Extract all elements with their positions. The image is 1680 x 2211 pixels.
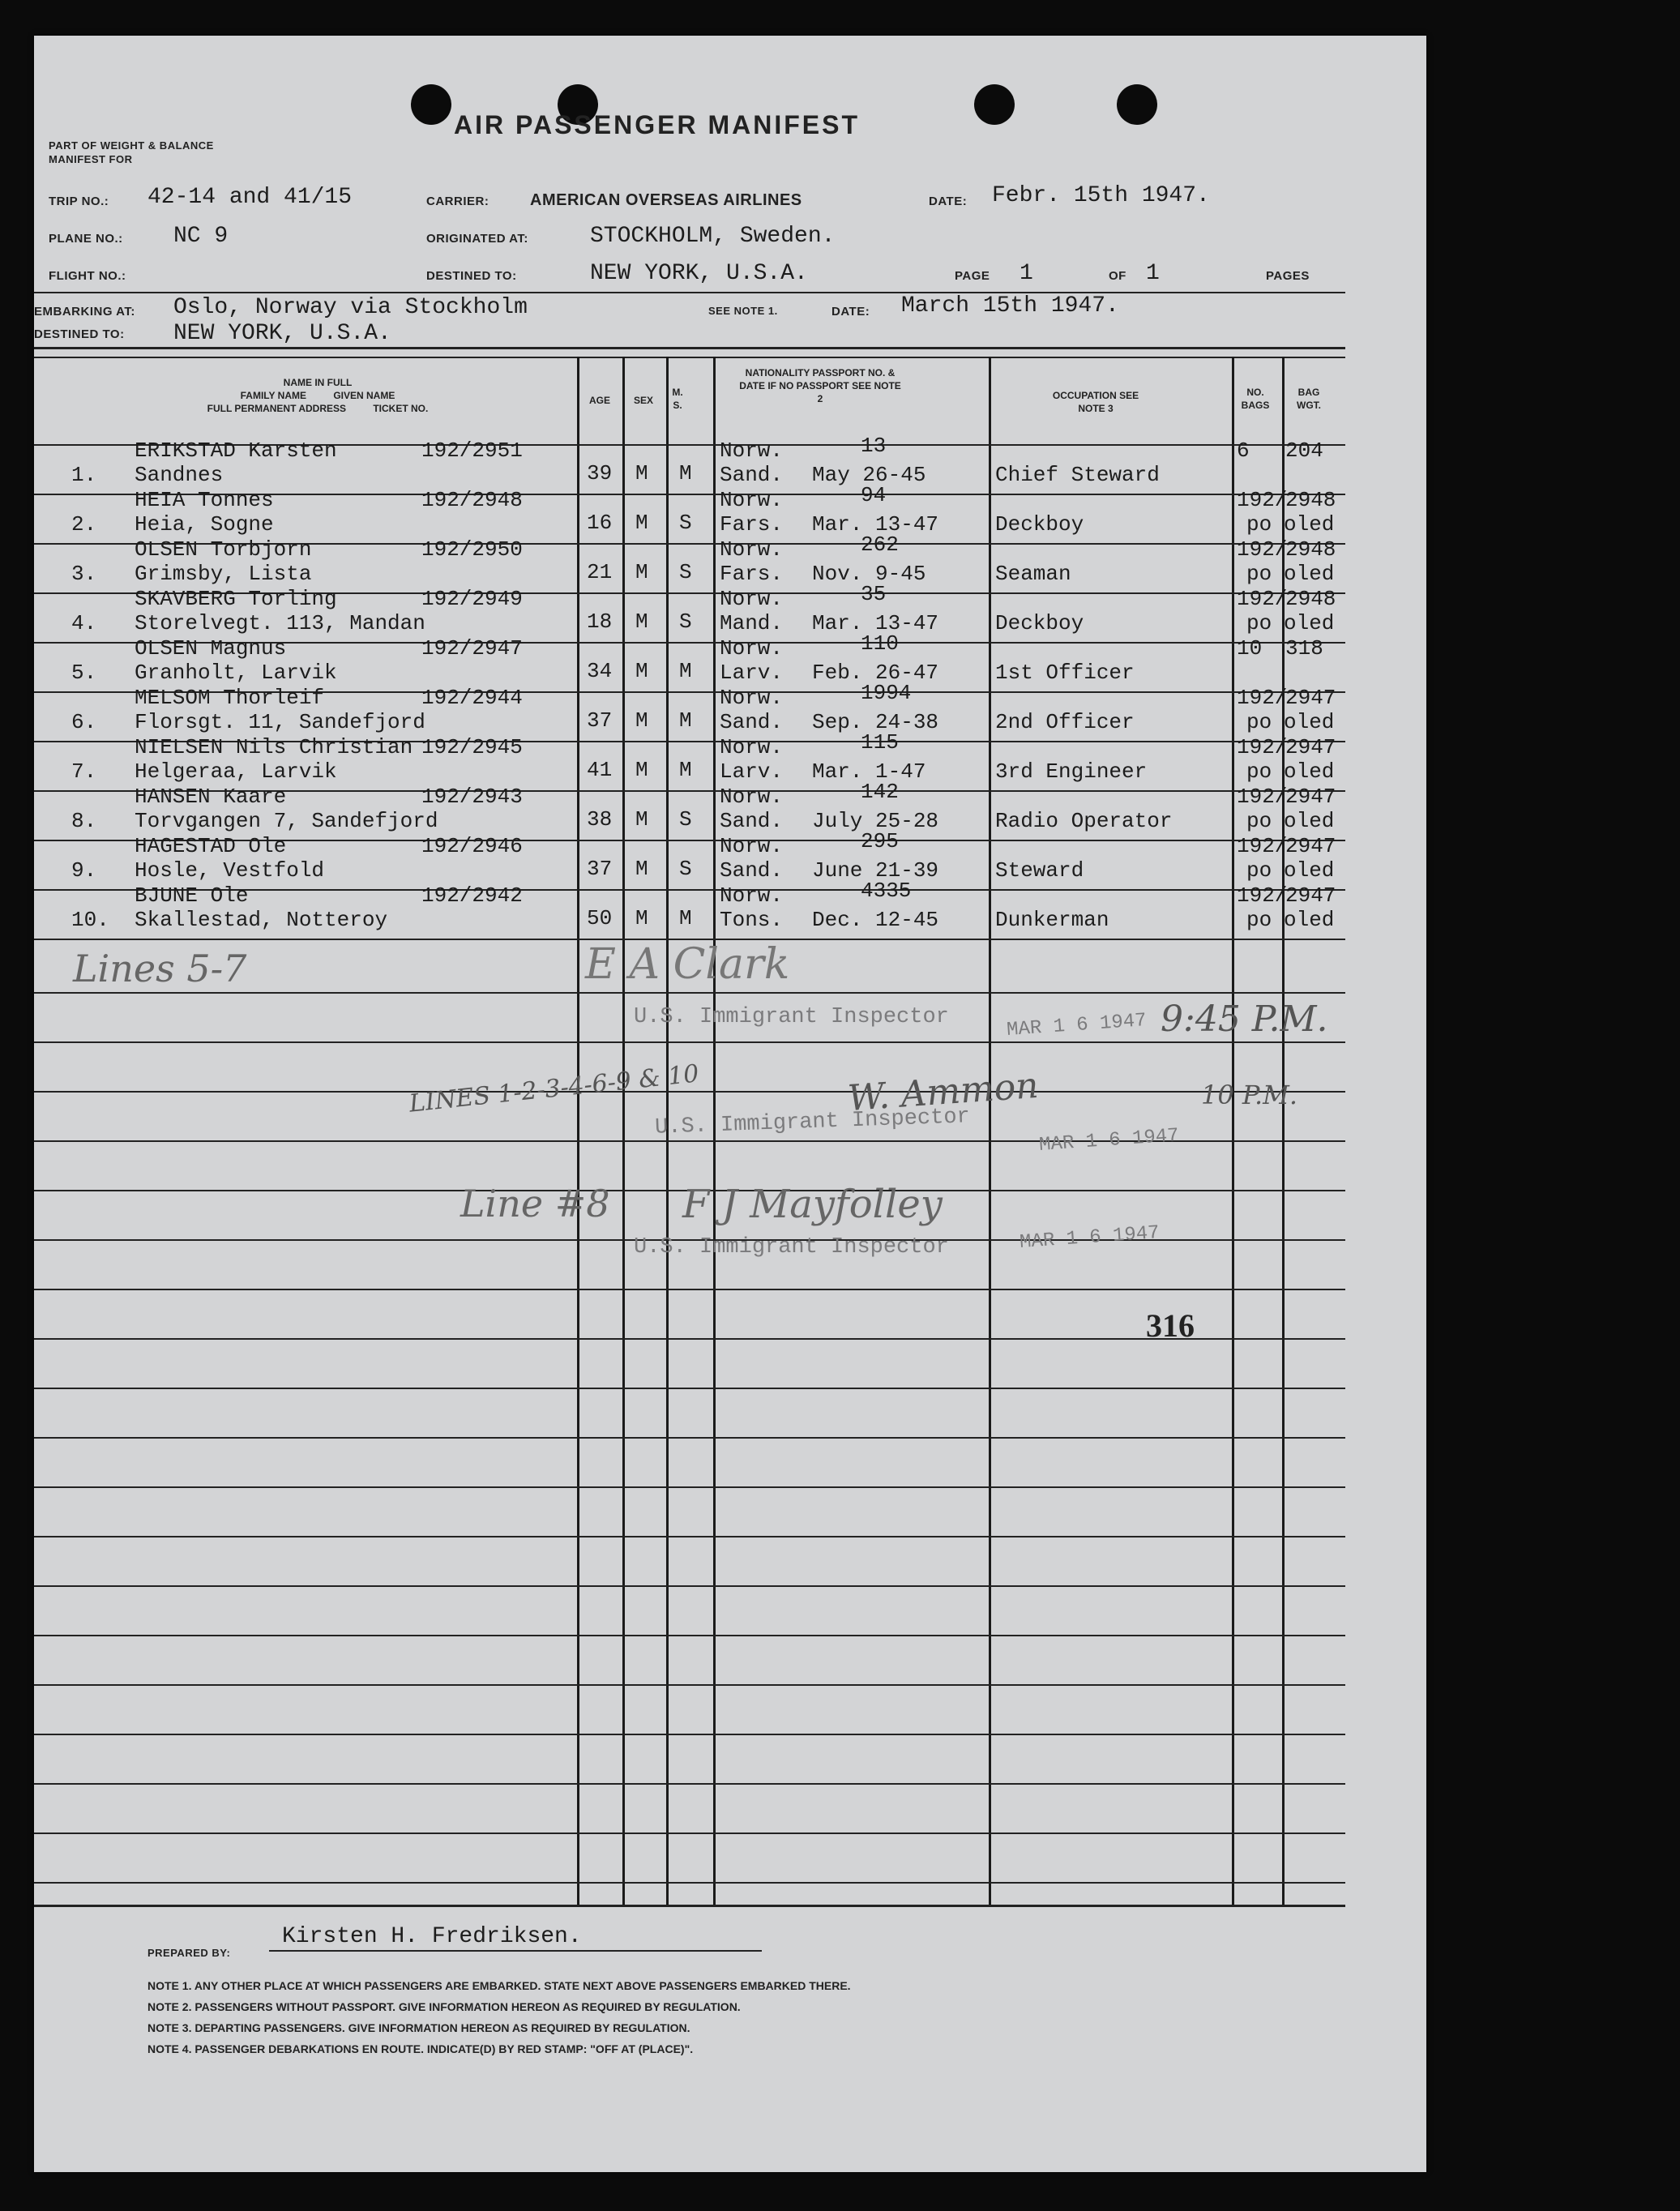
of-value: 1 — [1146, 261, 1160, 286]
ticket-no: 192/2945 — [421, 735, 523, 759]
row-number: 9. — [71, 858, 97, 883]
bags-pooled: po — [1246, 759, 1272, 784]
passport-date: July 25-28 — [812, 809, 939, 833]
passport-date: Feb. 26-47 — [812, 661, 939, 685]
flight-no-label: FLIGHT NO.: — [49, 269, 126, 283]
bags-count: 192/ — [1237, 735, 1288, 759]
prepared-by-rule — [269, 1950, 762, 1952]
row-rule — [34, 1882, 1345, 1884]
sex: M — [635, 560, 648, 584]
passport-date: Nov. 9-45 — [812, 562, 926, 586]
row-rule — [34, 1585, 1345, 1587]
bags-pooled: po — [1246, 562, 1272, 586]
ticket-no: 192/2944 — [421, 686, 523, 710]
row-rule — [34, 1041, 1345, 1043]
date2: March 15th 1947. — [901, 293, 1119, 319]
embarking: Oslo, Norway via Stockholm — [173, 295, 528, 320]
bags-pooled: po — [1246, 809, 1272, 833]
family-given-name: HAGESTAD Ole — [135, 834, 287, 858]
passport-place: Mand. — [720, 611, 784, 635]
part-of-label: PART OF WEIGHT & BALANCE — [49, 139, 214, 152]
bag-weight-pooled: oled — [1284, 562, 1335, 586]
age: 18 — [587, 609, 613, 634]
destined2-label: DESTINED TO: — [34, 327, 125, 341]
inspection-1-lines: Lines 5-7 — [73, 947, 247, 990]
col-divider — [989, 357, 991, 1905]
bag-weight: 318 — [1285, 636, 1323, 661]
sex: M — [635, 609, 648, 634]
occupation: 2nd Officer — [995, 710, 1135, 734]
bag-weight: 2948 — [1285, 537, 1336, 562]
marital-status: M — [679, 659, 692, 683]
punch-hole — [1117, 84, 1157, 125]
sex: M — [635, 807, 648, 832]
bag-weight: 2947 — [1285, 834, 1336, 858]
of-label: OF — [1109, 269, 1126, 283]
header-rule — [34, 292, 1345, 293]
marital-status: M — [679, 906, 692, 930]
family-given-name: NIELSEN Nils Christian — [135, 735, 413, 759]
bags-pooled: po — [1246, 908, 1272, 932]
row-rule — [34, 1734, 1345, 1735]
row-number: 10. — [71, 908, 109, 932]
marital-status: S — [679, 857, 692, 881]
passport-no: 1994 — [861, 681, 912, 705]
nationality: Norw. — [720, 636, 784, 661]
date2-label: DATE: — [831, 305, 870, 319]
bag-weight-pooled: oled — [1284, 809, 1335, 833]
marital-status: S — [679, 807, 692, 832]
row-rule — [34, 1783, 1345, 1785]
marital-status: S — [679, 560, 692, 584]
permanent-address: Skallestad, Notteroy — [135, 908, 388, 932]
col-name-line1: NAME IN FULL — [283, 377, 353, 388]
age: 37 — [587, 857, 613, 881]
bag-weight: 2947 — [1285, 735, 1336, 759]
passport-place: Larv. — [720, 661, 784, 685]
family-given-name: HANSEN Kaare — [135, 785, 287, 809]
trip-no-label: TRIP NO.: — [49, 195, 109, 208]
note-2: NOTE 2. PASSENGERS WITHOUT PASSPORT. GIVE INFORMATION HEREON AS REQUIRED BY REGULATION. — [147, 2000, 741, 2013]
bag-weight: 2948 — [1285, 587, 1336, 611]
inspection-1-title: U.S. Immigrant Inspector — [634, 1005, 949, 1029]
bags-pooled: po — [1246, 858, 1272, 883]
marital-status: M — [679, 461, 692, 485]
nationality: Norw. — [720, 785, 784, 809]
pages-label: PAGES — [1266, 269, 1310, 283]
bags-pooled: po — [1246, 512, 1272, 537]
nationality: Norw. — [720, 834, 784, 858]
passport-no: 35 — [861, 582, 887, 606]
nationality: Norw. — [720, 438, 784, 463]
marital-status: M — [679, 758, 692, 782]
row-rule — [34, 1635, 1345, 1636]
row-number: 7. — [71, 759, 97, 784]
note-3: NOTE 3. DEPARTING PASSENGERS. GIVE INFORMATION HEREON AS REQUIRED BY REGULATION. — [147, 2021, 690, 2034]
marital-status: S — [679, 511, 692, 535]
passport-date: Mar. 1-47 — [812, 759, 926, 784]
inspection-1-time: 9:45 P.M. — [1161, 999, 1328, 1040]
passport-date: June 21-39 — [812, 858, 939, 883]
plane-no: NC 9 — [173, 224, 229, 249]
family-given-name: HEIA Tonnes — [135, 488, 274, 512]
occupation: Steward — [995, 858, 1084, 883]
ticket-no: 192/2943 — [421, 785, 523, 809]
passport-date: Sep. 24-38 — [812, 710, 939, 734]
sex: M — [635, 857, 648, 881]
permanent-address: Helgeraa, Larvik — [135, 759, 337, 784]
passport-date: May 26-45 — [812, 463, 926, 487]
passport-no: 4335 — [861, 879, 912, 903]
bags-pooled: po — [1246, 710, 1272, 734]
bag-weight-pooled: oled — [1284, 710, 1335, 734]
bags-count: 192/ — [1237, 686, 1288, 710]
col-divider — [622, 357, 625, 1905]
page-value: 1 — [1020, 261, 1033, 286]
family-given-name: SKAVBERG Torling — [135, 587, 337, 611]
age: 21 — [587, 560, 613, 584]
prepared-by-label: PREPARED BY: — [147, 1947, 231, 1959]
sex: M — [635, 758, 648, 782]
bag-weight: 2947 — [1285, 785, 1336, 809]
permanent-address: Hosle, Vestfold — [135, 858, 325, 883]
manifest-sheet — [34, 36, 1426, 2172]
passport-no: 94 — [861, 483, 887, 507]
col-divider — [577, 357, 579, 1905]
age: 50 — [587, 906, 613, 930]
nationality: Norw. — [720, 883, 784, 908]
ticket-no: 192/2948 — [421, 488, 523, 512]
permanent-address: Heia, Sogne — [135, 512, 274, 537]
originated: STOCKHOLM, Sweden. — [590, 224, 836, 249]
col-name-line2: FAMILY NAME GIVEN NAME — [240, 390, 395, 401]
age: 41 — [587, 758, 613, 782]
occupation: Deckboy — [995, 512, 1084, 537]
passport-no: 262 — [861, 532, 899, 557]
destined-label: DESTINED TO: — [426, 269, 517, 283]
note-1: NOTE 1. ANY OTHER PLACE AT WHICH PASSENGERS ARE EMBARKED. STATE NEXT ABOVE PASSENGERS EMBARKED THERE. — [147, 1979, 851, 1992]
row-number: 3. — [71, 562, 97, 586]
prepared-by: Kirsten H. Fredriksen. — [282, 1924, 582, 1949]
passport-no: 13 — [861, 434, 887, 458]
age: 37 — [587, 708, 613, 733]
trip-no: 42-14 and 41/15 — [147, 185, 353, 210]
plane-no-label: PLANE NO.: — [49, 232, 123, 246]
passport-no: 110 — [861, 631, 899, 656]
family-given-name: BJUNE Ole — [135, 883, 249, 908]
passport-no: 295 — [861, 829, 899, 853]
page-number: 316 — [1146, 1307, 1195, 1344]
bags-count: 192/ — [1237, 488, 1288, 512]
row-number: 5. — [71, 661, 97, 685]
family-given-name: MELSOM Thorleif — [135, 686, 325, 710]
row-number: 8. — [71, 809, 97, 833]
family-given-name: OLSEN Torbjorn — [135, 537, 312, 562]
inspection-1-date-stamp: MAR 1 6 1947 — [1006, 1010, 1148, 1041]
occupation: 1st Officer — [995, 661, 1135, 685]
nationality: Norw. — [720, 537, 784, 562]
family-given-name: ERIKSTAD Karsten — [135, 438, 337, 463]
col-divider — [1232, 357, 1234, 1905]
row-number: 1. — [71, 463, 97, 487]
row-rule — [34, 1833, 1345, 1834]
passport-place: Sand. — [720, 858, 784, 883]
bag-weight: 204 — [1285, 438, 1323, 463]
col-name-line3: FULL PERMANENT ADDRESS TICKET NO. — [207, 403, 429, 414]
col-age-header: AGE — [588, 395, 610, 406]
row-rule — [34, 1388, 1345, 1389]
age: 39 — [587, 461, 613, 485]
originated-label: ORIGINATED AT: — [426, 232, 528, 246]
bags-count: 192/ — [1237, 785, 1288, 809]
bag-weight: 2947 — [1285, 883, 1336, 908]
sex: M — [635, 511, 648, 535]
nationality: Norw. — [720, 587, 784, 611]
note-4: NOTE 4. PASSENGER DEBARKATIONS EN ROUTE. INDICATE(D) BY RED STAMP: "OFF AT (PLACE)". — [147, 2042, 694, 2055]
age: 16 — [587, 511, 613, 535]
row-rule — [34, 1437, 1345, 1439]
passport-no: 142 — [861, 780, 899, 804]
passport-place: Sand. — [720, 809, 784, 833]
embarking-label: EMBARKING AT: — [34, 305, 135, 319]
inspection-2-date-stamp: MAR 1 6 1947 — [1038, 1125, 1180, 1157]
row-number: 6. — [71, 710, 97, 734]
occupation: Radio Operator — [995, 809, 1173, 833]
carrier: AMERICAN OVERSEAS AIRLINES — [530, 191, 802, 209]
ticket-no: 192/2949 — [421, 587, 523, 611]
bag-weight-pooled: oled — [1284, 759, 1335, 784]
row-rule — [34, 1536, 1345, 1537]
punch-hole — [411, 84, 451, 125]
marital-status: M — [679, 708, 692, 733]
ticket-no: 192/2942 — [421, 883, 523, 908]
passport-place: Fars. — [720, 512, 784, 537]
col-occupation-header: OCCUPATION SEE NOTE 3 — [1052, 390, 1139, 414]
bags-count: 192/ — [1237, 834, 1288, 858]
header-rule — [34, 347, 1345, 349]
inspection-3-lines: Line #8 — [460, 1182, 610, 1225]
passport-place: Fars. — [720, 562, 784, 586]
col-bagwgt-header: BAG WGT. — [1297, 387, 1321, 411]
bags-count: 192/ — [1237, 883, 1288, 908]
date-label: DATE: — [929, 195, 968, 208]
permanent-address: Storelvegt. 113, Mandan — [135, 611, 425, 635]
bag-weight-pooled: oled — [1284, 858, 1335, 883]
family-given-name: OLSEN Magnus — [135, 636, 287, 661]
passport-date: Mar. 13-47 — [812, 512, 939, 537]
occupation: Chief Steward — [995, 463, 1160, 487]
permanent-address: Sandnes — [135, 463, 224, 487]
sex: M — [635, 906, 648, 930]
permanent-address: Granholt, Larvik — [135, 661, 337, 685]
bags-count: 6 — [1237, 438, 1250, 463]
permanent-address: Torvgangen 7, Sandefjord — [135, 809, 438, 833]
passport-no: 115 — [861, 730, 899, 755]
inspection-1-signature: E A Clark — [585, 940, 790, 989]
bag-weight-pooled: oled — [1284, 611, 1335, 635]
col-nationality-header: NATIONALITY PASSPORT NO. & DATE IF NO PASSPORT SEE NOTE 2 — [739, 367, 901, 404]
inspection-2-lines: LINES 1-2-3-4-6-9 & 10 — [408, 1059, 701, 1118]
age: 34 — [587, 659, 613, 683]
sex: M — [635, 659, 648, 683]
bag-weight-pooled: oled — [1284, 512, 1335, 537]
col-bags-header: NO. BAGS — [1241, 387, 1270, 411]
passport-place: Sand. — [720, 463, 784, 487]
row-number: 4. — [71, 611, 97, 635]
permanent-address: Florsgt. 11, Sandefjord — [135, 710, 425, 734]
occupation: 3rd Engineer — [995, 759, 1148, 784]
col-sex-header: SEX — [633, 395, 653, 406]
passport-date: Mar. 13-47 — [812, 611, 939, 635]
passport-place: Sand. — [720, 710, 784, 734]
passport-place: Tons. — [720, 908, 784, 932]
sex: M — [635, 708, 648, 733]
occupation: Dunkerman — [995, 908, 1109, 932]
ticket-no: 192/2951 — [421, 438, 523, 463]
age: 38 — [587, 807, 613, 832]
inspection-2-signature: W. Ammon — [846, 1064, 1041, 1120]
bags-pooled: po — [1246, 611, 1272, 635]
row-rule — [34, 992, 1345, 994]
bags-count: 10 — [1237, 636, 1263, 661]
inspection-3-signature: F J Mayfolley — [682, 1182, 943, 1227]
see-note-label: SEE NOTE 1. — [708, 305, 778, 317]
col-ms-header: M. S. — [672, 387, 683, 411]
occupation: Seaman — [995, 562, 1071, 586]
col-name-header — [139, 376, 496, 415]
marital-status: S — [679, 609, 692, 634]
nationality: Norw. — [720, 686, 784, 710]
row-number: 2. — [71, 512, 97, 537]
row-rule — [34, 1486, 1345, 1488]
bag-weight-pooled: oled — [1284, 908, 1335, 932]
occupation: Deckboy — [995, 611, 1084, 635]
ticket-no: 192/2946 — [421, 834, 523, 858]
manifest-for-label: MANIFEST FOR — [49, 153, 133, 165]
bag-weight: 2948 — [1285, 488, 1336, 512]
destined: NEW YORK, U.S.A. — [590, 261, 808, 286]
destined2: NEW YORK, U.S.A. — [173, 321, 391, 346]
permanent-address: Grimsby, Lista — [135, 562, 312, 586]
inspection-3-title: U.S. Immigrant Inspector — [634, 1235, 949, 1259]
table-bottom-rule — [34, 1905, 1345, 1907]
bags-count: 192/ — [1237, 587, 1288, 611]
table-top-rule — [34, 357, 1345, 358]
row-rule — [34, 1684, 1345, 1686]
punch-hole — [974, 84, 1015, 125]
bag-weight: 2947 — [1285, 686, 1336, 710]
row-rule — [34, 1289, 1345, 1290]
nationality: Norw. — [720, 488, 784, 512]
nationality: Norw. — [720, 735, 784, 759]
passport-date: Dec. 12-45 — [812, 908, 939, 932]
inspection-2-time: 10 P.M. — [1201, 1080, 1298, 1110]
page-label: PAGE — [955, 269, 990, 283]
sex: M — [635, 461, 648, 485]
passport-place: Larv. — [720, 759, 784, 784]
inspection-3-date-stamp: MAR 1 6 1947 — [1019, 1222, 1161, 1254]
ticket-no: 192/2950 — [421, 537, 523, 562]
row-rule — [34, 1091, 1345, 1093]
page-title: AIR PASSENGER MANIFEST — [454, 110, 860, 139]
carrier-label: CARRIER: — [426, 195, 489, 208]
ticket-no: 192/2947 — [421, 636, 523, 661]
inspection-2-title: U.S. Immigrant Inspector — [654, 1105, 971, 1140]
bags-count: 192/ — [1237, 537, 1288, 562]
date: Febr. 15th 1947. — [992, 183, 1210, 208]
